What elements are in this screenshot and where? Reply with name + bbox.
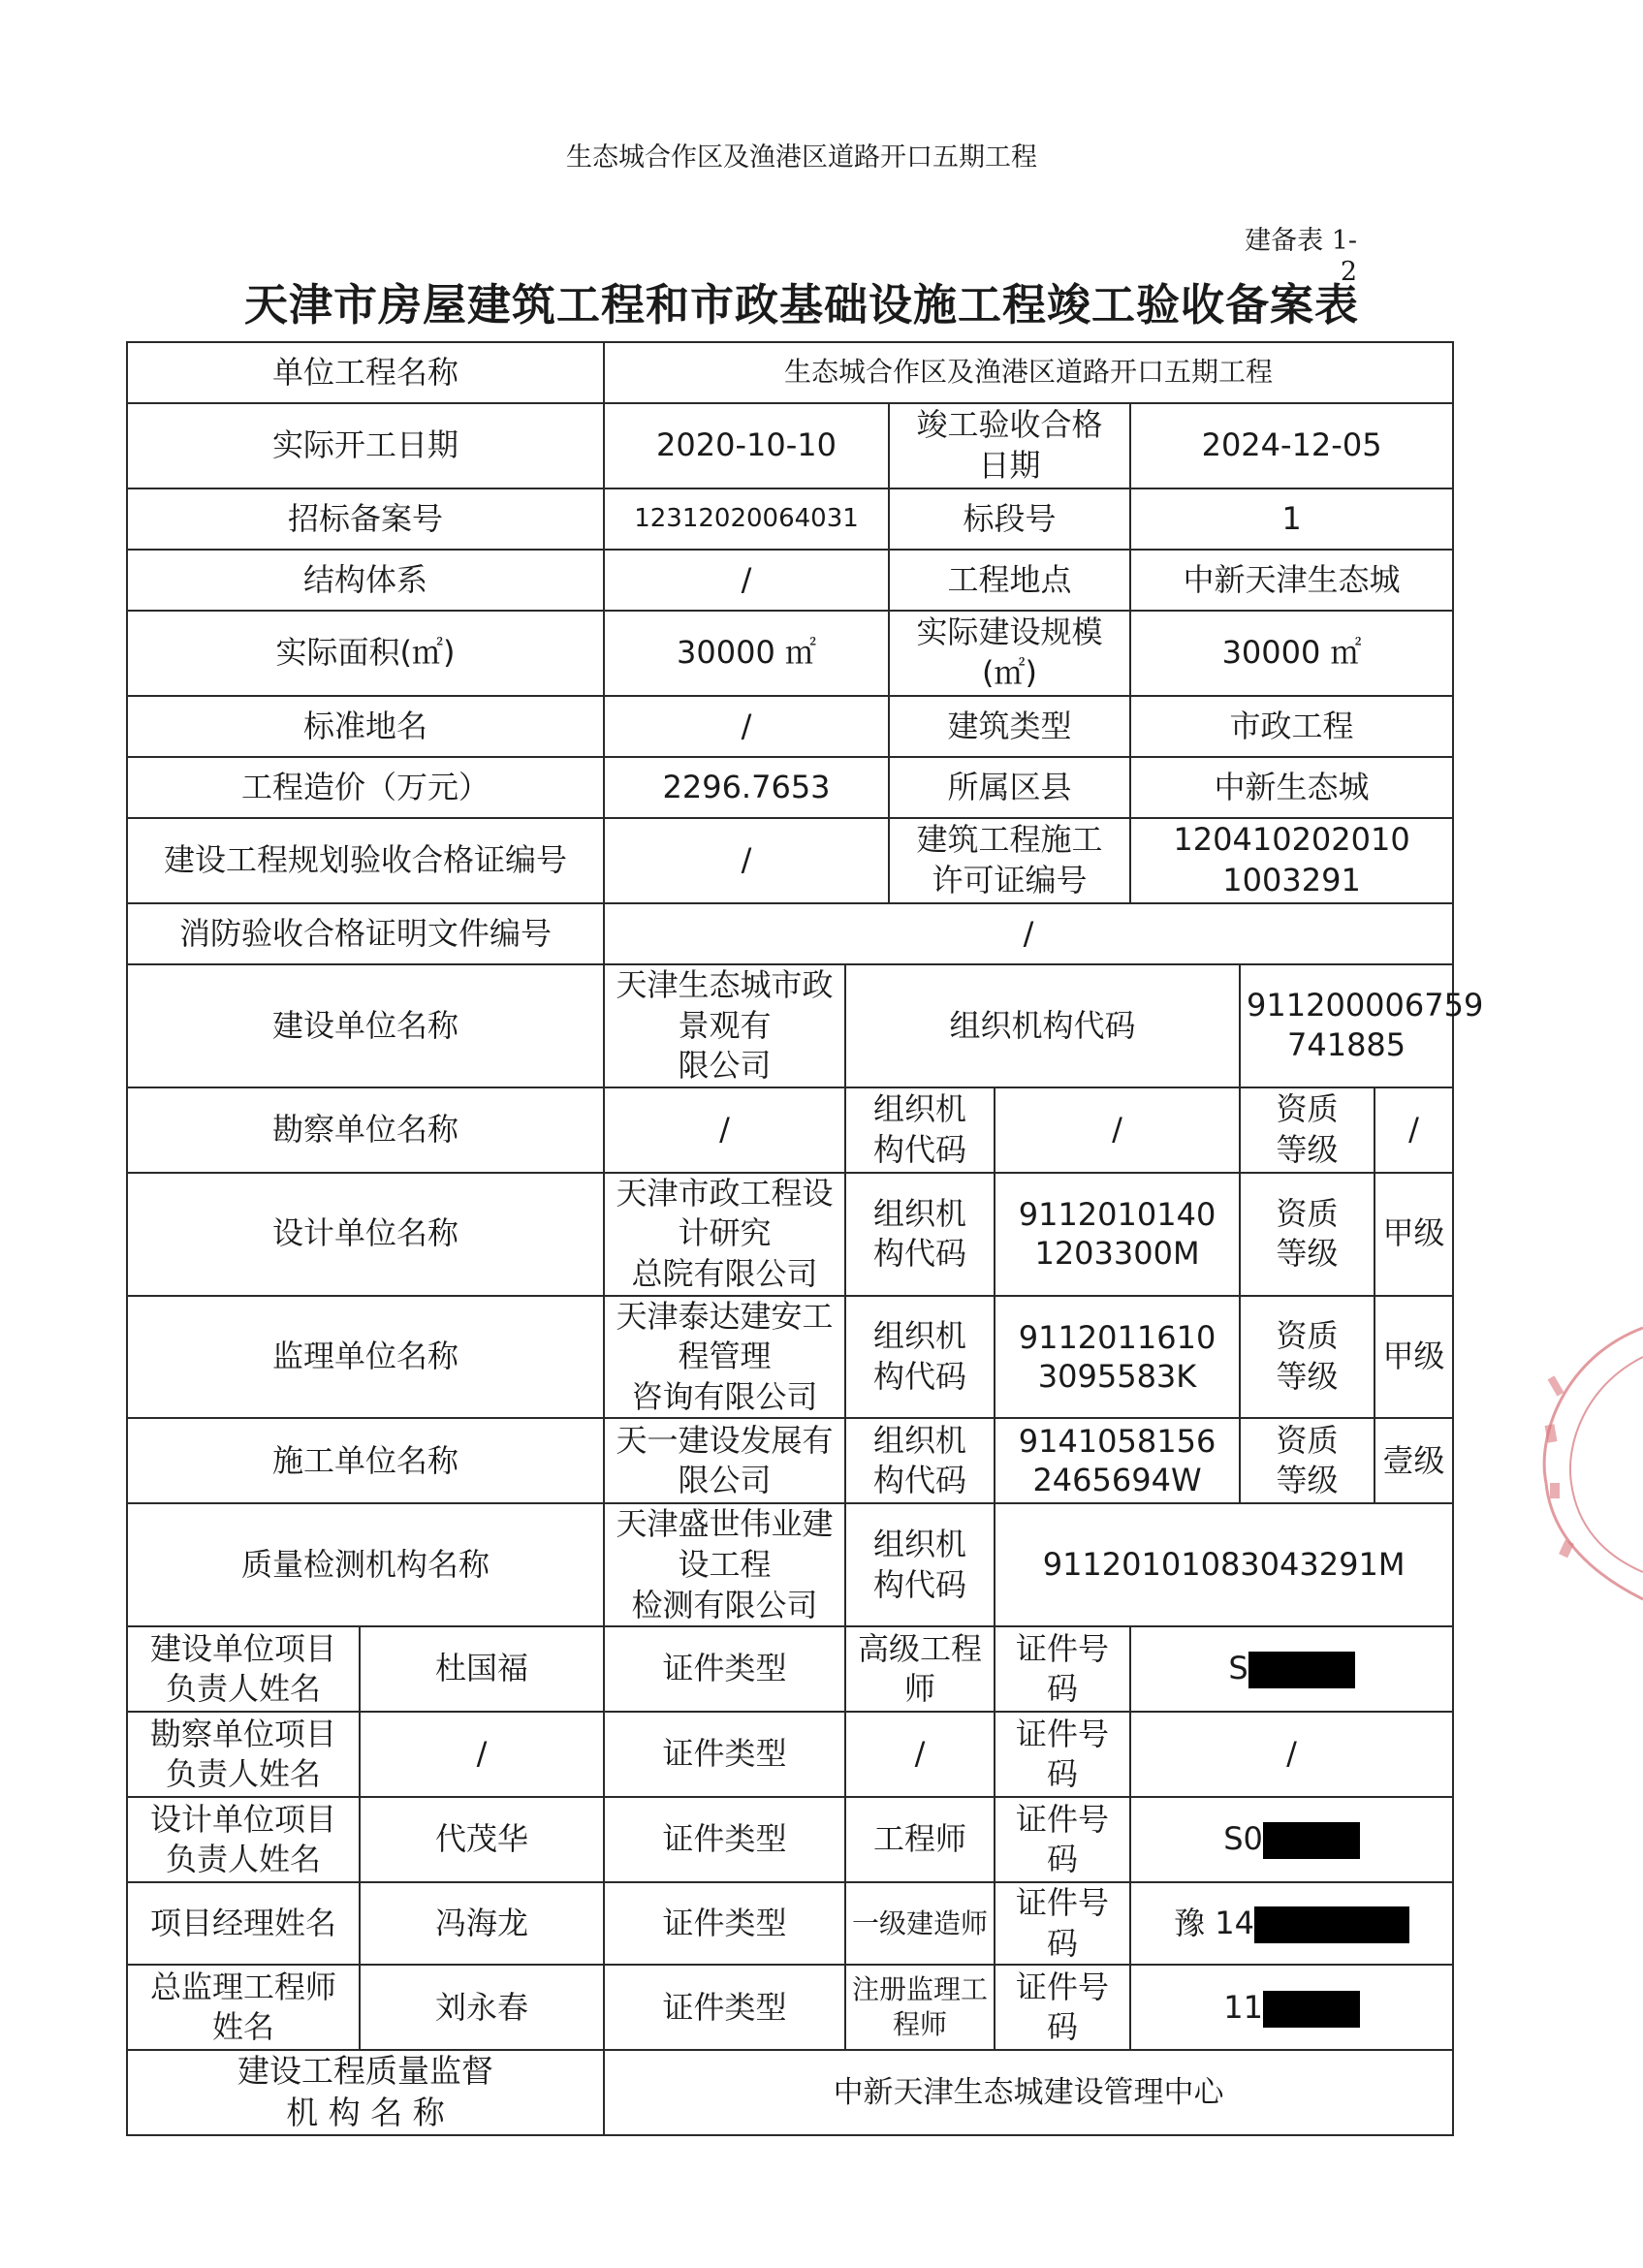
label-builder-code: 组织机构代码 bbox=[845, 964, 1240, 1087]
row-structure bbox=[127, 550, 1453, 611]
row-place-name bbox=[127, 696, 1453, 757]
row-start-date bbox=[127, 403, 1453, 488]
value-fire-cert: / bbox=[604, 903, 1453, 964]
label-survey-code: 组织机 构代码 bbox=[845, 1087, 995, 1173]
label-testing: 质量检测机构名称 bbox=[127, 1503, 604, 1626]
row-tender bbox=[127, 488, 1453, 550]
value-design-qual: 甲级 bbox=[1374, 1173, 1453, 1296]
form-number: 建备表 1-2 bbox=[1245, 226, 1357, 287]
value-cert-no: S bbox=[1130, 1626, 1453, 1712]
value-cert-type: 注册监理工 程师 bbox=[845, 1965, 995, 2050]
value-survey: / bbox=[604, 1087, 845, 1173]
value-survey-qual: / bbox=[1374, 1087, 1453, 1173]
value-unit-project: 生态城合作区及渔港区道路开口五期工程 bbox=[604, 342, 1453, 403]
label-design: 设计单位名称 bbox=[127, 1173, 604, 1296]
row-builder bbox=[127, 964, 1453, 1087]
value-cert-no: / bbox=[1130, 1712, 1453, 1797]
label-permit: 建筑工程施工 许可证编号 bbox=[889, 818, 1130, 903]
row-person-chief bbox=[127, 1965, 1453, 2050]
value-structure: / bbox=[604, 550, 889, 611]
value-start-date: 2020-10-10 bbox=[604, 403, 889, 488]
value-construction-qual: 壹级 bbox=[1374, 1418, 1453, 1503]
label-supervision-qual: 资质 等级 bbox=[1240, 1296, 1374, 1419]
label-cert-no: 证件号码 bbox=[995, 1712, 1130, 1797]
row-unit-project bbox=[127, 342, 1453, 403]
row-testing bbox=[127, 1503, 1453, 1626]
label-supervision: 监理单位名称 bbox=[127, 1296, 604, 1419]
label-section-no: 标段号 bbox=[889, 488, 1130, 550]
value-builder: 天津生态城市政景观有 限公司 bbox=[604, 964, 845, 1087]
value-builder-code: 911200006759 741885 bbox=[1240, 964, 1453, 1087]
label-design-qual: 资质 等级 bbox=[1240, 1173, 1374, 1296]
label-chief-supervisor: 总监理工程师 姓名 bbox=[127, 1965, 360, 2050]
label-design-person: 设计单位项目 负责人姓名 bbox=[127, 1797, 360, 1882]
value-tender-no: 12312020064031 bbox=[604, 488, 889, 550]
row-supervision bbox=[127, 1296, 1453, 1419]
value-builder-person: 杜国福 bbox=[360, 1626, 604, 1712]
label-fire-cert: 消防验收合格证明文件编号 bbox=[127, 903, 604, 964]
row-planning-cert bbox=[127, 818, 1453, 903]
value-design: 天津市政工程设计研究 总院有限公司 bbox=[604, 1173, 845, 1296]
value-supervisor-org: 中新天津生态城建设管理中心 bbox=[604, 2050, 1453, 2135]
label-builder-person: 建设单位项目 负责人姓名 bbox=[127, 1626, 360, 1712]
label-pm: 项目经理姓名 bbox=[127, 1882, 360, 1965]
value-planning-cert: / bbox=[604, 818, 889, 903]
value-district: 中新生态城 bbox=[1130, 757, 1453, 818]
value-scale: 30000 ㎡ bbox=[1130, 611, 1453, 696]
value-location: 中新天津生态城 bbox=[1130, 550, 1453, 611]
label-survey: 勘察单位名称 bbox=[127, 1087, 604, 1173]
row-person-pm bbox=[127, 1882, 1453, 1965]
label-start-date: 实际开工日期 bbox=[127, 403, 604, 488]
value-testing: 天津盛世伟业建设工程 检测有限公司 bbox=[604, 1503, 845, 1626]
value-cert-type: 工程师 bbox=[845, 1797, 995, 1882]
value-design-code: 9112010140 1203300M bbox=[995, 1173, 1240, 1296]
value-area: 30000 ㎡ bbox=[604, 611, 889, 696]
label-testing-code: 组织机 构代码 bbox=[845, 1503, 995, 1626]
value-testing-code: 91120101083043291M bbox=[995, 1503, 1453, 1626]
value-cert-type: / bbox=[845, 1712, 995, 1797]
value-cert-no: S0 bbox=[1130, 1797, 1453, 1882]
label-cert-no: 证件号码 bbox=[995, 1965, 1130, 2050]
label-cert-type: 证件类型 bbox=[604, 1626, 845, 1712]
label-district: 所属区县 bbox=[889, 757, 1130, 818]
row-cost bbox=[127, 757, 1453, 818]
label-unit-project: 单位工程名称 bbox=[127, 342, 604, 403]
label-design-code: 组织机 构代码 bbox=[845, 1173, 995, 1296]
value-construction: 天一建设发展有限公司 bbox=[604, 1418, 845, 1503]
label-supervision-code: 组织机 构代码 bbox=[845, 1296, 995, 1419]
row-supervisor-org bbox=[127, 2050, 1453, 2135]
label-tender-no: 招标备案号 bbox=[127, 488, 604, 550]
form-title: 天津市房屋建筑工程和市政基础设施工程竣工验收备案表 bbox=[243, 279, 1359, 331]
value-design-person: 代茂华 bbox=[360, 1797, 604, 1882]
row-area bbox=[127, 611, 1453, 696]
redaction-block bbox=[1263, 1822, 1360, 1859]
seal-stamp-partial bbox=[1507, 1318, 1643, 1609]
value-building-type: 市政工程 bbox=[1130, 696, 1453, 757]
label-cert-no: 证件号码 bbox=[995, 1797, 1130, 1882]
label-planning-cert: 建设工程规划验收合格证编号 bbox=[127, 818, 604, 903]
label-area: 实际面积(㎡) bbox=[127, 611, 604, 696]
row-person-builder bbox=[127, 1626, 1453, 1712]
value-supervision-code: 9112011610 3095583K bbox=[995, 1296, 1240, 1419]
row-design bbox=[127, 1173, 1453, 1296]
acceptance-record-table bbox=[126, 341, 1484, 2136]
redaction-block bbox=[1263, 1991, 1360, 2028]
label-acceptance-date: 竣工验收合格 日期 bbox=[889, 403, 1130, 488]
label-builder: 建设单位名称 bbox=[127, 964, 604, 1087]
label-survey-qual: 资质 等级 bbox=[1240, 1087, 1374, 1173]
row-person-survey bbox=[127, 1712, 1453, 1797]
label-cert-type: 证件类型 bbox=[604, 1965, 845, 2050]
row-fire-cert bbox=[127, 903, 1453, 964]
value-cert-no: 豫 14 bbox=[1130, 1882, 1453, 1965]
label-cert-type: 证件类型 bbox=[604, 1797, 845, 1882]
value-cost: 2296.7653 bbox=[604, 757, 889, 818]
label-cost: 工程造价（万元） bbox=[127, 757, 604, 818]
value-pm: 冯海龙 bbox=[360, 1882, 604, 1965]
label-place-name: 标准地名 bbox=[127, 696, 604, 757]
value-cert-no: 11 bbox=[1130, 1965, 1453, 2050]
row-survey bbox=[127, 1087, 1453, 1173]
label-cert-type: 证件类型 bbox=[604, 1882, 845, 1965]
label-structure: 结构体系 bbox=[127, 550, 604, 611]
value-place-name: / bbox=[604, 696, 889, 757]
row-construction bbox=[127, 1418, 1453, 1503]
value-permit: 120410202010 1003291 bbox=[1130, 818, 1453, 903]
label-construction-qual: 资质 等级 bbox=[1240, 1418, 1374, 1503]
row-person-design bbox=[127, 1797, 1453, 1882]
label-location: 工程地点 bbox=[889, 550, 1130, 611]
value-cert-type: 高级工程 师 bbox=[845, 1626, 995, 1712]
page-header: 生态城合作区及渔港区道路开口五期工程 bbox=[566, 142, 1037, 173]
label-cert-no: 证件号码 bbox=[995, 1626, 1130, 1712]
label-survey-person: 勘察单位项目 负责人姓名 bbox=[127, 1712, 360, 1797]
redaction-block bbox=[1254, 1906, 1409, 1943]
value-cert-type: 一级建造师 bbox=[845, 1882, 995, 1965]
label-construction-code: 组织机 构代码 bbox=[845, 1418, 995, 1503]
label-supervisor-org: 建设工程质量监督 机 构 名 称 bbox=[127, 2050, 604, 2135]
label-cert-no: 证件号码 bbox=[995, 1882, 1130, 1965]
label-cert-type: 证件类型 bbox=[604, 1712, 845, 1797]
value-acceptance-date: 2024-12-05 bbox=[1130, 403, 1453, 488]
value-survey-person: / bbox=[360, 1712, 604, 1797]
value-supervision: 天津泰达建安工程管理 咨询有限公司 bbox=[604, 1296, 845, 1419]
value-construction-code: 9141058156 2465694W bbox=[995, 1418, 1240, 1503]
value-chief-supervisor: 刘永春 bbox=[360, 1965, 604, 2050]
value-section-no: 1 bbox=[1130, 488, 1453, 550]
value-supervision-qual: 甲级 bbox=[1374, 1296, 1453, 1419]
value-survey-code: / bbox=[995, 1087, 1240, 1173]
label-construction: 施工单位名称 bbox=[127, 1418, 604, 1503]
label-scale: 实际建设规模 (㎡) bbox=[889, 611, 1130, 696]
label-building-type: 建筑类型 bbox=[889, 696, 1130, 757]
redaction-block bbox=[1248, 1652, 1355, 1688]
